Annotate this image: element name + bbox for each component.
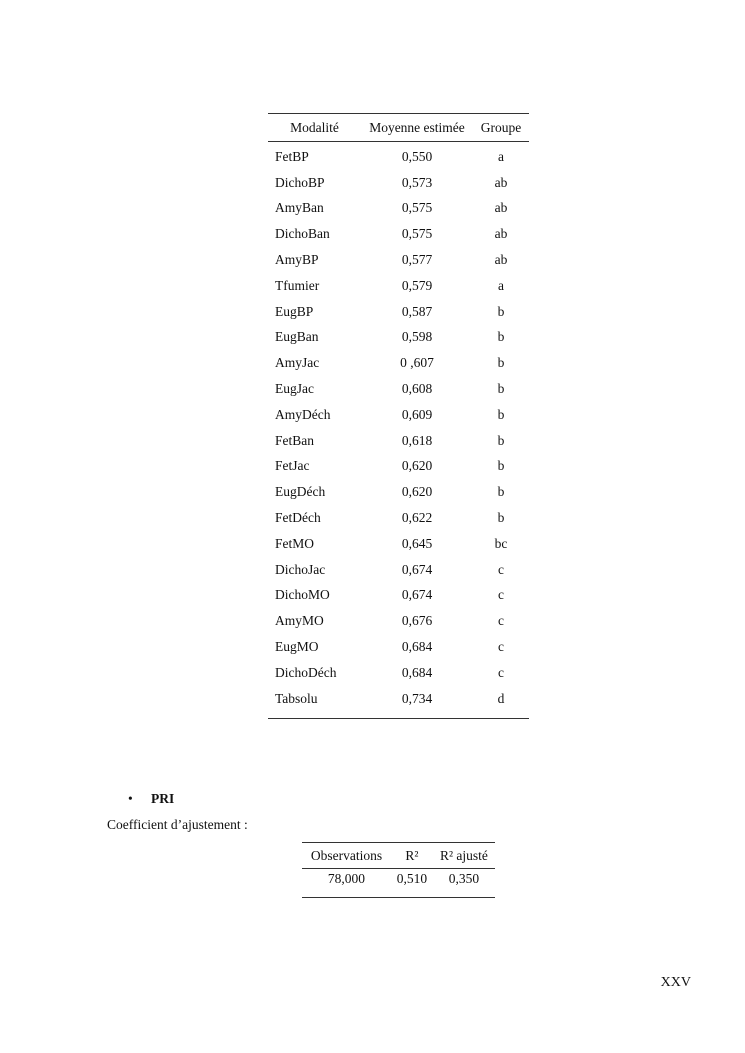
- table-row: [268, 634, 529, 660]
- cell-moyenne: 0,608: [401, 381, 433, 397]
- table-row: [268, 196, 529, 222]
- estimated-means-table: [268, 113, 529, 719]
- table-row: [268, 505, 529, 531]
- cell-groupe: bc: [494, 535, 508, 551]
- header-observations: Observations: [302, 843, 391, 869]
- cell-groupe: c: [498, 639, 504, 655]
- table-row: [302, 869, 495, 898]
- pri-heading: [128, 791, 174, 807]
- cell-groupe: b: [497, 381, 505, 397]
- cell-groupe: b: [497, 510, 505, 526]
- cell-groupe: b: [497, 432, 505, 448]
- cell-groupe: b: [497, 458, 505, 474]
- table-row: [268, 273, 529, 299]
- table-row: [268, 583, 529, 609]
- cell-groupe: b: [497, 406, 505, 422]
- cell-moyenne: 0,674: [401, 561, 433, 577]
- cell-modalite: Tabsolu: [275, 690, 318, 706]
- cell-groupe: c: [498, 587, 504, 603]
- value-r2-ajuste: 0,350: [448, 871, 480, 886]
- cell-moyenne: 0,587: [401, 303, 433, 319]
- table-row: [268, 660, 529, 686]
- cell-moyenne: 0,618: [401, 432, 433, 448]
- cell-modalite: DichoMO: [275, 587, 330, 603]
- cell-groupe: b: [497, 303, 505, 319]
- cell-modalite: AmyDéch: [275, 406, 331, 422]
- cell-moyenne: 0,684: [401, 639, 433, 655]
- table-row: [268, 454, 529, 480]
- table-row: [268, 531, 529, 557]
- cell-groupe: c: [498, 664, 504, 680]
- table-row: [268, 221, 529, 247]
- cell-modalite: AmyBP: [275, 252, 319, 268]
- value-observations: 78,000: [327, 871, 366, 886]
- table-row: [268, 686, 529, 718]
- cell-modalite: FetBan: [275, 432, 314, 448]
- table-row: [268, 299, 529, 325]
- cell-moyenne: 0,645: [401, 535, 433, 551]
- cell-modalite: EugDéch: [275, 484, 326, 500]
- cell-modalite: AmyJac: [275, 355, 320, 371]
- cell-modalite: EugBan: [275, 329, 319, 345]
- table-header-row: [268, 114, 529, 142]
- table-row: [268, 557, 529, 583]
- cell-groupe: d: [497, 690, 505, 706]
- cell-groupe: ab: [494, 226, 508, 242]
- table-header-row: [302, 843, 495, 869]
- cell-groupe: ab: [494, 174, 508, 190]
- cell-modalite: FetBP: [275, 148, 309, 164]
- header-groupe: Groupe: [473, 114, 529, 142]
- cell-moyenne: 0,620: [401, 458, 433, 474]
- cell-modalite: DichoBan: [275, 226, 330, 242]
- cell-moyenne: 0,579: [401, 277, 433, 293]
- cell-modalite: FetDéch: [275, 510, 321, 526]
- cell-groupe: c: [498, 561, 504, 577]
- cell-modalite: DichoBP: [275, 174, 325, 190]
- table-row: [268, 428, 529, 454]
- value-r2: 0,510: [396, 871, 428, 886]
- cell-moyenne: 0,684: [401, 664, 433, 680]
- table-row: [268, 170, 529, 196]
- cell-moyenne: 0,575: [401, 226, 433, 242]
- cell-moyenne: 0,598: [401, 329, 433, 345]
- table-row: [268, 142, 529, 170]
- cell-moyenne: 0,734: [401, 690, 433, 706]
- cell-groupe: a: [498, 277, 504, 293]
- cell-modalite: FetMO: [275, 535, 315, 551]
- fit-statistics-table: [302, 842, 495, 898]
- pri-heading-text: PRI: [151, 791, 175, 806]
- cell-moyenne: 0,674: [401, 587, 433, 603]
- cell-modalite: EugMO: [275, 639, 319, 655]
- table-row: [268, 350, 529, 376]
- page-number: XXV: [660, 975, 691, 990]
- table-row: [268, 376, 529, 402]
- cell-groupe: c: [498, 613, 504, 629]
- table-row: [268, 402, 529, 428]
- cell-groupe: b: [497, 329, 505, 345]
- cell-modalite: Tfumier: [275, 277, 320, 293]
- cell-moyenne: 0,577: [401, 252, 433, 268]
- cell-modalite: AmyBan: [275, 200, 324, 216]
- cell-moyenne: 0,550: [401, 148, 433, 164]
- cell-modalite: DichoJac: [275, 561, 326, 577]
- cell-groupe: b: [497, 484, 505, 500]
- cell-modalite: AmyMO: [275, 613, 324, 629]
- cell-moyenne: 0,620: [401, 484, 433, 500]
- table-row: [268, 479, 529, 505]
- cell-moyenne: 0,575: [401, 200, 433, 216]
- cell-groupe: ab: [494, 200, 508, 216]
- table-row: [268, 325, 529, 351]
- table-row: [268, 247, 529, 273]
- cell-moyenne: 0,622: [401, 510, 433, 526]
- cell-moyenne: 0,609: [401, 406, 433, 422]
- header-modalite: Modalité: [268, 114, 361, 142]
- estimated-means-body: [268, 142, 529, 719]
- cell-moyenne: 0 ,607: [400, 355, 434, 371]
- cell-groupe: ab: [494, 252, 508, 268]
- cell-groupe: b: [497, 355, 505, 371]
- header-r2: R²: [391, 843, 433, 869]
- table-row: [268, 608, 529, 634]
- cell-modalite: EugJac: [275, 381, 314, 397]
- header-moyenne-estimee: Moyenne estimée: [361, 114, 473, 142]
- bullet-icon: •: [128, 791, 133, 806]
- cell-modalite: FetJac: [275, 458, 310, 474]
- header-r2-ajuste: R² ajusté: [433, 843, 495, 869]
- coefficient-label: Coefficient d’ajustement :: [107, 817, 248, 832]
- cell-groupe: a: [498, 148, 504, 164]
- cell-modalite: EugBP: [275, 303, 314, 319]
- cell-moyenne: 0,676: [401, 613, 433, 629]
- cell-moyenne: 0,573: [401, 174, 433, 190]
- cell-modalite: DichoDéch: [275, 664, 337, 680]
